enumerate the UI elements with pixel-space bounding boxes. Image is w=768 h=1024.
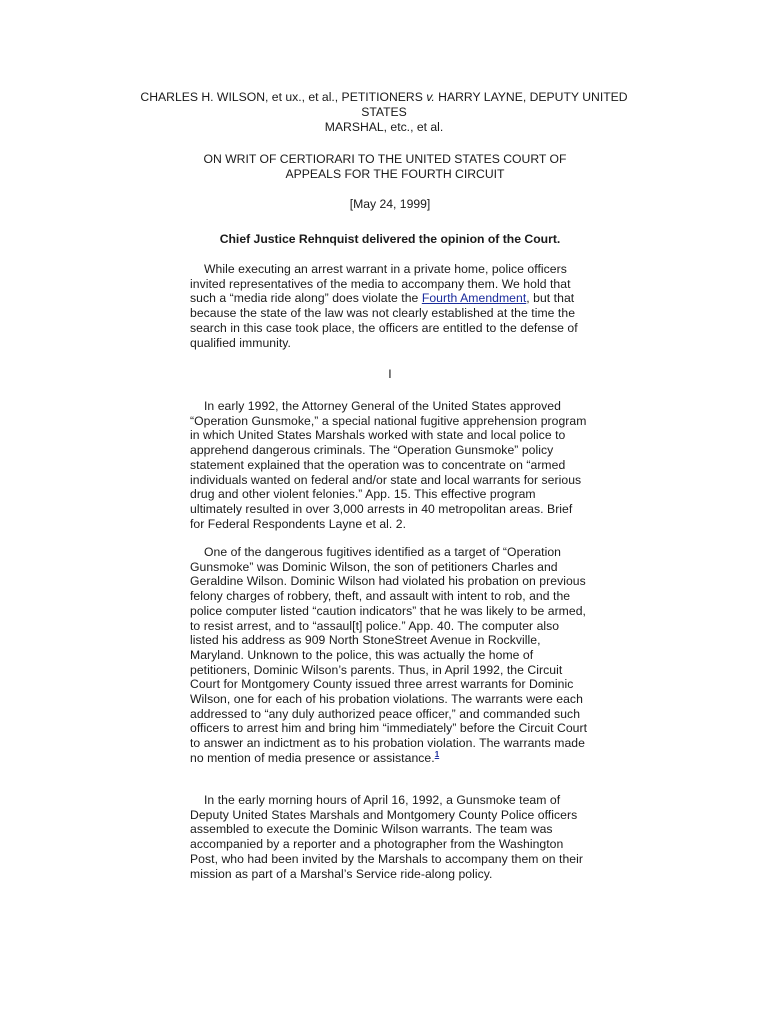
intro-text-before: While executing an arrest warrant in a private home, police officers invited representatives of the media to accompany them. We hold that such a “media ride along” does violate the [190,262,571,306]
paragraph-3-text: In the early morning hours of April 16, 1992, a Gunsmoke team of Deputy United States Marshals and Montgomery County Police officers assembled to execute the Dominic Wilson warrants. The team was accompanied by a reporter and a photographer from the Washington Post, who had been invited by the Marshals to accompany them on their mission as part of a Marshal’s Service ride-along policy. [190,793,583,881]
case-caption [120,90,648,135]
writ-heading [180,152,590,181]
fourth-amendment-link[interactable]: Fourth Amendment [421,291,527,306]
caption-line2: MARSHAL, etc., et al. [324,120,444,134]
decision-date: [May 24, 1999] [349,197,431,211]
paragraph-2 [190,545,590,766]
caption-versus: v. [426,90,435,104]
caption-part1: CHARLES H. WILSON, et ux., et al., PETITIONERS [140,90,427,104]
paragraph-2-text: One of the dangerous fugitives identified as a target of “Operation Gunsmoke” was Dominic Wilson, the son of petitioners Charles and Geraldine Wilson. Dominic Wilson had violated his probation on previous felony charges of robbery, theft, and assault with intent to rob, and the police computer listed “caution indicators” that he was likely to be armed, to resist arrest, and to “assaul[t] police.” App. 40. The computer also listed his address as 909 North StoneStreet Avenue in Rockville, Maryland. Unknown to the police, this was actually the home of petitioners, Dominic Wilson’s parents. Thus, in April 1992, the Circuit Court for Montgomery County issued three arrest warrants for Dominic Wilson, one for each of his probation violations. The warrants were each addressed to “any duly authorized peace officer,” and commanded such officers to arrest him and bring him “immediately” before the Circuit Court to answer an indictment as to his probation violation. The warrants made no mention of media presence or assistance. [190,545,588,765]
opinion-byline: Chief Justice Rehnquist delivered the opinion of the Court. [219,232,561,246]
intro-text-after: , but that because the state of the law was not clearly established at the time the search in this case took place, the officers are entitled to the defense of qualified immunity. [190,291,578,350]
caption-part2: HARRY LAYNE, DEPUTY UNITED STATES [361,90,628,119]
intro-paragraph [190,262,590,350]
writ-line2: APPEALS FOR THE FOURTH CIRCUIT [285,166,505,181]
footnote-1-link[interactable]: 1 [434,749,440,759]
paragraph-1 [190,399,590,531]
writ-line1: ON WRIT OF CERTIORARI TO THE UNITED STATES COURT OF [203,152,567,166]
paragraph-1-text: In early 1992, the Attorney General of the United States approved “Operation Gunsmoke,” a special national fugitive apprehension program in which United States Marshals worked with state and local police to apprehend dangerous criminals. The “Operation Gunsmoke” policy statement explained that the operation was to concentrate on “armed individuals wanted on federal and/or state and local warrants for serious drug and other violent felonies.” App. 15. This effective program ultimately resulted in over 3,000 arrests in 40 metropolitan areas. Brief for Federal Respondents Layne et al. 2. [190,399,587,531]
section-marker: I [388,367,392,381]
paragraph-3 [190,793,590,881]
